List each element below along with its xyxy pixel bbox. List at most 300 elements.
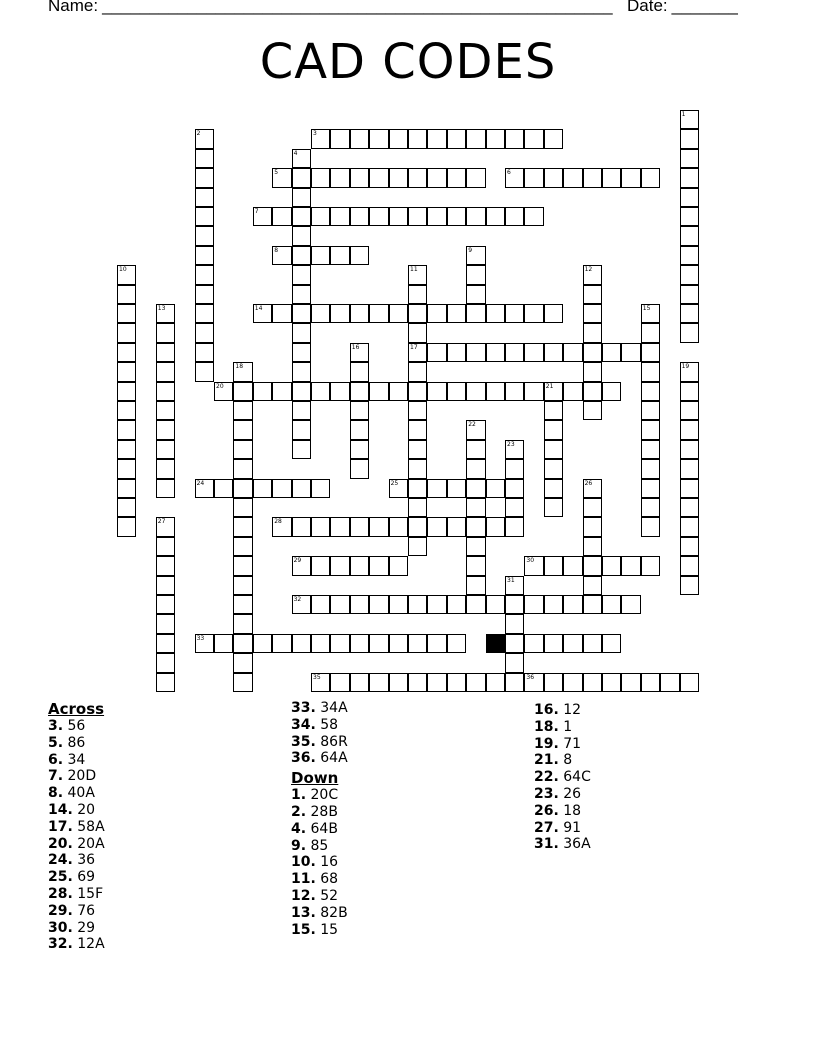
grid-cell[interactable] [680, 479, 699, 498]
grid-cell[interactable] [233, 440, 252, 459]
grid-cell[interactable] [427, 517, 446, 536]
grid-cell[interactable] [272, 304, 291, 323]
grid-cell[interactable] [583, 265, 602, 284]
grid-cell[interactable] [330, 382, 349, 401]
grid-cell[interactable] [641, 420, 660, 439]
grid-cell[interactable] [292, 226, 311, 245]
grid-cell[interactable] [156, 401, 175, 420]
grid-cell[interactable] [544, 440, 563, 459]
grid-cell[interactable] [447, 304, 466, 323]
grid-cell[interactable] [680, 517, 699, 536]
grid-cell[interactable] [350, 556, 369, 575]
grid-cell[interactable] [427, 595, 446, 614]
grid-cell[interactable] [641, 459, 660, 478]
grid-cell[interactable] [466, 595, 485, 614]
grid-cell[interactable] [486, 129, 505, 148]
grid-cell[interactable] [292, 188, 311, 207]
grid-cell[interactable] [350, 420, 369, 439]
grid-cell[interactable] [272, 168, 291, 187]
grid-cell[interactable] [505, 673, 524, 692]
grid-cell[interactable] [408, 673, 427, 692]
grid-cell[interactable] [350, 401, 369, 420]
grid-cell[interactable] [563, 556, 582, 575]
grid-cell[interactable] [641, 556, 660, 575]
grid-cell[interactable] [641, 440, 660, 459]
grid-cell[interactable] [408, 129, 427, 148]
grid-cell[interactable] [330, 634, 349, 653]
grid-cell[interactable] [311, 168, 330, 187]
date-blank-line[interactable]: _______ [671, 0, 738, 15]
grid-cell[interactable] [466, 207, 485, 226]
grid-cell[interactable] [447, 673, 466, 692]
grid-cell[interactable] [214, 479, 233, 498]
grid-cell[interactable] [505, 595, 524, 614]
grid-cell[interactable] [369, 556, 388, 575]
grid-cell[interactable] [233, 401, 252, 420]
grid-cell[interactable] [563, 634, 582, 653]
grid-cell[interactable] [563, 382, 582, 401]
grid-cell[interactable] [156, 479, 175, 498]
grid-cell[interactable] [389, 517, 408, 536]
grid-cell[interactable] [311, 382, 330, 401]
grid-cell[interactable] [544, 556, 563, 575]
grid-cell[interactable] [156, 653, 175, 672]
grid-cell[interactable] [466, 168, 485, 187]
grid-cell[interactable] [680, 265, 699, 284]
grid-cell[interactable] [330, 517, 349, 536]
grid-cell[interactable] [602, 343, 621, 362]
grid-cell[interactable] [195, 362, 214, 381]
grid-cell[interactable] [330, 673, 349, 692]
grid-cell[interactable] [427, 673, 446, 692]
grid-cell[interactable] [641, 517, 660, 536]
grid-cell[interactable] [117, 304, 136, 323]
grid-cell[interactable] [544, 595, 563, 614]
grid-cell[interactable] [583, 362, 602, 381]
grid-cell[interactable] [195, 265, 214, 284]
grid-cell[interactable] [311, 246, 330, 265]
grid-cell[interactable] [253, 479, 272, 498]
grid-cell[interactable] [389, 382, 408, 401]
grid-cell[interactable] [544, 168, 563, 187]
grid-cell[interactable] [389, 634, 408, 653]
grid-cell[interactable] [350, 343, 369, 362]
grid-cell[interactable] [233, 614, 252, 633]
grid-cell[interactable] [233, 673, 252, 692]
grid-cell[interactable] [447, 129, 466, 148]
grid-cell[interactable] [680, 129, 699, 148]
grid-cell[interactable] [427, 207, 446, 226]
grid-cell[interactable] [350, 459, 369, 478]
grid-cell[interactable] [311, 207, 330, 226]
grid-cell[interactable] [311, 556, 330, 575]
grid-cell[interactable] [408, 537, 427, 556]
grid-cell[interactable] [292, 246, 311, 265]
grid-cell[interactable] [621, 343, 640, 362]
grid-cell[interactable] [408, 498, 427, 517]
grid-cell[interactable] [466, 382, 485, 401]
grid-cell[interactable] [156, 673, 175, 692]
grid-cell[interactable] [524, 168, 543, 187]
grid-cell[interactable] [524, 207, 543, 226]
grid-cell[interactable] [641, 382, 660, 401]
grid-cell[interactable] [505, 634, 524, 653]
grid-cell[interactable] [156, 634, 175, 653]
grid-cell[interactable] [544, 634, 563, 653]
grid-cell[interactable] [680, 226, 699, 245]
grid-cell[interactable] [602, 168, 621, 187]
grid-cell[interactable] [350, 129, 369, 148]
grid-cell[interactable] [292, 207, 311, 226]
grid-cell[interactable] [214, 634, 233, 653]
grid-cell[interactable] [292, 323, 311, 342]
grid-cell[interactable] [641, 498, 660, 517]
grid-cell[interactable] [621, 595, 640, 614]
grid-cell[interactable] [544, 343, 563, 362]
grid-cell[interactable] [350, 634, 369, 653]
grid-cell[interactable] [447, 168, 466, 187]
grid-cell[interactable] [447, 634, 466, 653]
grid-cell[interactable] [369, 168, 388, 187]
grid-cell[interactable] [408, 343, 427, 362]
grid-cell[interactable] [272, 479, 291, 498]
grid-cell[interactable] [408, 459, 427, 478]
grid-cell[interactable] [427, 343, 446, 362]
grid-cell[interactable] [602, 595, 621, 614]
grid-cell[interactable] [544, 420, 563, 439]
grid-cell[interactable] [117, 265, 136, 284]
grid-cell[interactable] [253, 304, 272, 323]
grid-cell[interactable] [486, 517, 505, 536]
grid-cell[interactable] [195, 246, 214, 265]
grid-cell[interactable] [389, 129, 408, 148]
grid-cell[interactable] [117, 285, 136, 304]
grid-cell[interactable] [292, 285, 311, 304]
grid-cell[interactable] [389, 304, 408, 323]
grid-cell[interactable] [680, 440, 699, 459]
grid-cell[interactable] [195, 343, 214, 362]
grid-cell[interactable] [408, 265, 427, 284]
grid-cell[interactable] [505, 459, 524, 478]
grid-cell[interactable] [233, 479, 252, 498]
grid-cell[interactable] [195, 634, 214, 653]
grid-cell[interactable] [466, 576, 485, 595]
grid-cell[interactable] [117, 382, 136, 401]
grid-cell[interactable] [195, 285, 214, 304]
grid-cell[interactable] [563, 168, 582, 187]
grid-cell[interactable] [466, 459, 485, 478]
grid-cell[interactable] [195, 479, 214, 498]
grid-cell[interactable] [660, 673, 679, 692]
grid-cell[interactable] [505, 479, 524, 498]
grid-cell[interactable] [505, 207, 524, 226]
grid-cell[interactable] [195, 207, 214, 226]
grid-cell[interactable] [466, 537, 485, 556]
grid-cell[interactable] [195, 129, 214, 148]
grid-cell[interactable] [583, 595, 602, 614]
grid-cell[interactable] [486, 479, 505, 498]
grid-cell[interactable] [369, 517, 388, 536]
grid-cell[interactable] [389, 595, 408, 614]
grid-cell[interactable] [350, 207, 369, 226]
grid-cell[interactable] [505, 576, 524, 595]
grid-cell[interactable] [292, 420, 311, 439]
grid-cell[interactable] [680, 420, 699, 439]
grid-cell[interactable] [544, 459, 563, 478]
grid-cell[interactable] [350, 673, 369, 692]
grid-cell[interactable] [466, 440, 485, 459]
grid-cell[interactable] [447, 517, 466, 536]
grid-cell[interactable] [156, 459, 175, 478]
grid-cell[interactable] [544, 129, 563, 148]
grid-cell[interactable] [524, 556, 543, 575]
grid-cell[interactable] [680, 110, 699, 129]
grid-cell[interactable] [369, 673, 388, 692]
grid-cell[interactable] [389, 207, 408, 226]
grid-cell[interactable] [292, 382, 311, 401]
grid-cell[interactable] [641, 479, 660, 498]
grid-cell[interactable] [505, 382, 524, 401]
grid-cell[interactable] [447, 479, 466, 498]
grid-cell[interactable] [272, 634, 291, 653]
grid-cell[interactable] [621, 556, 640, 575]
grid-cell[interactable] [292, 304, 311, 323]
grid-cell[interactable] [641, 168, 660, 187]
grid-cell[interactable] [680, 382, 699, 401]
grid-cell[interactable] [233, 498, 252, 517]
grid-cell[interactable] [156, 440, 175, 459]
grid-cell[interactable] [680, 304, 699, 323]
grid-cell[interactable] [583, 401, 602, 420]
name-blank-line[interactable]: ______________________________________________________ [102, 0, 613, 15]
grid-cell[interactable] [680, 149, 699, 168]
grid-cell[interactable] [466, 265, 485, 284]
grid-cell[interactable] [369, 634, 388, 653]
grid-cell[interactable] [505, 653, 524, 672]
grid-cell[interactable] [408, 168, 427, 187]
grid-cell[interactable] [680, 246, 699, 265]
grid-cell[interactable] [156, 556, 175, 575]
grid-cell[interactable] [350, 246, 369, 265]
grid-cell[interactable] [505, 614, 524, 633]
grid-cell[interactable] [641, 401, 660, 420]
grid-cell[interactable] [330, 595, 349, 614]
grid-cell[interactable] [292, 517, 311, 536]
grid-cell[interactable] [486, 304, 505, 323]
grid-cell[interactable] [330, 304, 349, 323]
grid-cell[interactable] [583, 556, 602, 575]
grid-cell[interactable] [408, 595, 427, 614]
grid-cell[interactable] [233, 576, 252, 595]
grid-cell[interactable] [680, 168, 699, 187]
grid-cell[interactable] [233, 634, 252, 653]
grid-cell[interactable] [408, 420, 427, 439]
grid-cell[interactable] [544, 479, 563, 498]
grid-cell[interactable] [233, 595, 252, 614]
grid-cell[interactable] [350, 168, 369, 187]
grid-cell[interactable] [350, 440, 369, 459]
grid-cell[interactable] [253, 382, 272, 401]
grid-cell[interactable] [544, 401, 563, 420]
grid-cell[interactable] [466, 420, 485, 439]
grid-cell[interactable] [466, 498, 485, 517]
grid-cell[interactable] [233, 459, 252, 478]
grid-cell[interactable] [466, 246, 485, 265]
grid-cell[interactable] [389, 168, 408, 187]
grid-cell[interactable] [680, 401, 699, 420]
grid-cell[interactable] [427, 634, 446, 653]
grid-cell[interactable] [311, 673, 330, 692]
grid-cell[interactable] [369, 382, 388, 401]
grid-cell[interactable] [641, 362, 660, 381]
grid-cell[interactable] [253, 207, 272, 226]
grid-cell[interactable] [602, 634, 621, 653]
grid-cell[interactable] [466, 285, 485, 304]
grid-cell[interactable] [466, 129, 485, 148]
grid-cell[interactable] [272, 207, 291, 226]
grid-cell[interactable] [544, 304, 563, 323]
grid-cell[interactable] [680, 207, 699, 226]
grid-cell[interactable] [233, 537, 252, 556]
grid-cell[interactable] [117, 362, 136, 381]
grid-cell[interactable] [389, 479, 408, 498]
grid-cell[interactable] [156, 362, 175, 381]
grid-cell[interactable] [466, 479, 485, 498]
grid-cell[interactable] [233, 362, 252, 381]
grid-cell[interactable] [156, 537, 175, 556]
grid-cell[interactable] [563, 343, 582, 362]
grid-cell[interactable] [292, 440, 311, 459]
grid-cell[interactable] [466, 304, 485, 323]
grid-cell[interactable] [505, 343, 524, 362]
grid-cell[interactable] [408, 479, 427, 498]
grid-cell[interactable] [583, 537, 602, 556]
grid-cell[interactable] [408, 362, 427, 381]
grid-cell[interactable] [292, 556, 311, 575]
grid-cell[interactable] [350, 362, 369, 381]
grid-cell[interactable] [369, 304, 388, 323]
grid-cell[interactable] [233, 556, 252, 575]
grid-cell[interactable] [156, 382, 175, 401]
grid-cell[interactable] [156, 576, 175, 595]
grid-cell[interactable] [195, 304, 214, 323]
grid-cell[interactable] [486, 673, 505, 692]
grid-cell[interactable] [583, 576, 602, 595]
grid-cell[interactable] [583, 382, 602, 401]
grid-cell[interactable] [272, 382, 291, 401]
grid-cell[interactable] [195, 149, 214, 168]
grid-cell[interactable] [408, 207, 427, 226]
grid-cell[interactable] [505, 440, 524, 459]
grid-cell[interactable] [292, 362, 311, 381]
grid-cell[interactable] [156, 304, 175, 323]
grid-cell[interactable] [486, 207, 505, 226]
grid-cell[interactable] [602, 673, 621, 692]
grid-cell[interactable] [447, 382, 466, 401]
grid-cell[interactable] [583, 517, 602, 536]
grid-cell[interactable] [214, 382, 233, 401]
grid-cell[interactable] [466, 673, 485, 692]
grid-cell[interactable] [156, 323, 175, 342]
grid-cell[interactable] [563, 595, 582, 614]
grid-cell[interactable] [233, 382, 252, 401]
grid-cell[interactable] [427, 479, 446, 498]
grid-cell[interactable] [408, 382, 427, 401]
grid-cell[interactable] [233, 653, 252, 672]
grid-cell[interactable] [369, 129, 388, 148]
grid-cell[interactable] [641, 304, 660, 323]
grid-cell[interactable] [369, 207, 388, 226]
grid-cell[interactable] [505, 517, 524, 536]
grid-cell[interactable] [544, 498, 563, 517]
grid-cell[interactable] [311, 517, 330, 536]
grid-cell[interactable] [156, 595, 175, 614]
grid-cell[interactable] [486, 343, 505, 362]
grid-cell[interactable] [680, 323, 699, 342]
grid-cell[interactable] [641, 673, 660, 692]
grid-cell[interactable] [524, 382, 543, 401]
grid-cell[interactable] [195, 168, 214, 187]
grid-cell[interactable] [311, 479, 330, 498]
grid-cell[interactable] [583, 168, 602, 187]
grid-cell[interactable] [292, 168, 311, 187]
grid-cell[interactable] [272, 517, 291, 536]
grid-cell[interactable] [524, 129, 543, 148]
grid-cell[interactable] [330, 556, 349, 575]
grid-cell[interactable] [292, 595, 311, 614]
grid-cell[interactable] [447, 343, 466, 362]
grid-cell[interactable] [583, 343, 602, 362]
grid-cell[interactable] [408, 401, 427, 420]
grid-cell[interactable] [389, 556, 408, 575]
grid-cell[interactable] [505, 304, 524, 323]
grid-cell[interactable] [311, 304, 330, 323]
grid-cell[interactable] [330, 246, 349, 265]
grid-cell[interactable] [524, 304, 543, 323]
grid-cell[interactable] [621, 673, 640, 692]
grid-cell[interactable] [408, 323, 427, 342]
grid-cell[interactable] [641, 343, 660, 362]
grid-cell[interactable] [583, 673, 602, 692]
grid-cell[interactable] [117, 459, 136, 478]
grid-cell[interactable] [195, 188, 214, 207]
grid-cell[interactable] [427, 304, 446, 323]
grid-cell[interactable] [427, 168, 446, 187]
grid-cell[interactable] [544, 382, 563, 401]
grid-cell[interactable] [466, 343, 485, 362]
grid-cell[interactable] [680, 459, 699, 478]
grid-cell[interactable] [583, 323, 602, 342]
grid-cell[interactable] [680, 188, 699, 207]
grid-cell[interactable] [292, 149, 311, 168]
grid-cell[interactable] [330, 207, 349, 226]
grid-cell[interactable] [680, 673, 699, 692]
grid-cell[interactable] [544, 673, 563, 692]
grid-cell[interactable] [233, 517, 252, 536]
grid-cell[interactable] [117, 323, 136, 342]
grid-cell[interactable] [583, 634, 602, 653]
grid-cell[interactable] [505, 129, 524, 148]
grid-cell[interactable] [641, 323, 660, 342]
grid-cell[interactable] [389, 673, 408, 692]
grid-cell[interactable] [524, 634, 543, 653]
grid-cell[interactable] [272, 246, 291, 265]
grid-cell[interactable] [563, 673, 582, 692]
grid-cell[interactable] [117, 517, 136, 536]
grid-cell[interactable] [408, 440, 427, 459]
grid-cell[interactable] [311, 595, 330, 614]
grid-cell[interactable] [680, 285, 699, 304]
